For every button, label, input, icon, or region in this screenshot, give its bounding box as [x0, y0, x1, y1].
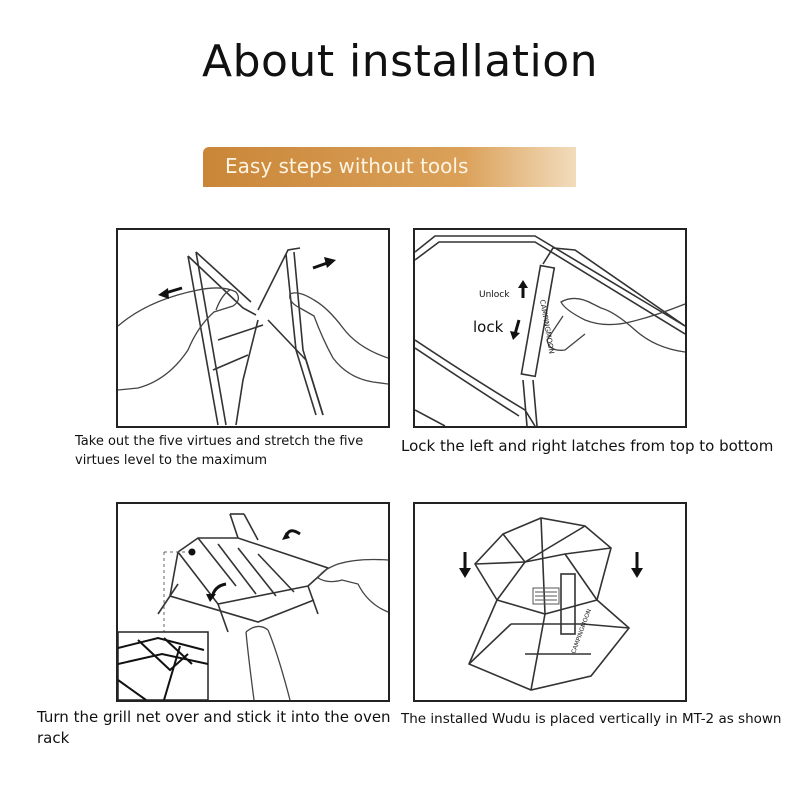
step-4-caption: The installed Wudu is placed vertically in MT-2 as shown: [401, 711, 782, 727]
brand-text: CAMPINGMOON: [570, 608, 593, 655]
banner-label: Easy steps without tools: [225, 154, 469, 178]
step-2-caption: Lock the left and right latches from top to bottom: [401, 437, 774, 455]
folding-frame-stretch-drawing: [118, 230, 388, 426]
grill-net-insert-drawing: [118, 504, 388, 700]
brand-text: CAMPINGMOON: [538, 298, 556, 355]
lock-label: lock: [473, 318, 504, 336]
step-4-illustration: [413, 502, 687, 702]
step-1-caption: Take out the five virtues and stretch the five virtues level to the maximum: [75, 434, 364, 468]
step-2-illustration: [413, 228, 687, 428]
assembled-stove-drawing: [415, 504, 685, 700]
step-3-caption: Turn the grill net over and stick it into the oven rack: [37, 708, 391, 747]
unlock-label: Unlock: [479, 290, 510, 300]
step-3-illustration: [116, 502, 390, 702]
page-title: About installation: [201, 36, 599, 87]
latch-lock-drawing: [415, 230, 685, 426]
step-1-illustration: [116, 228, 390, 428]
section-banner: [203, 147, 576, 187]
